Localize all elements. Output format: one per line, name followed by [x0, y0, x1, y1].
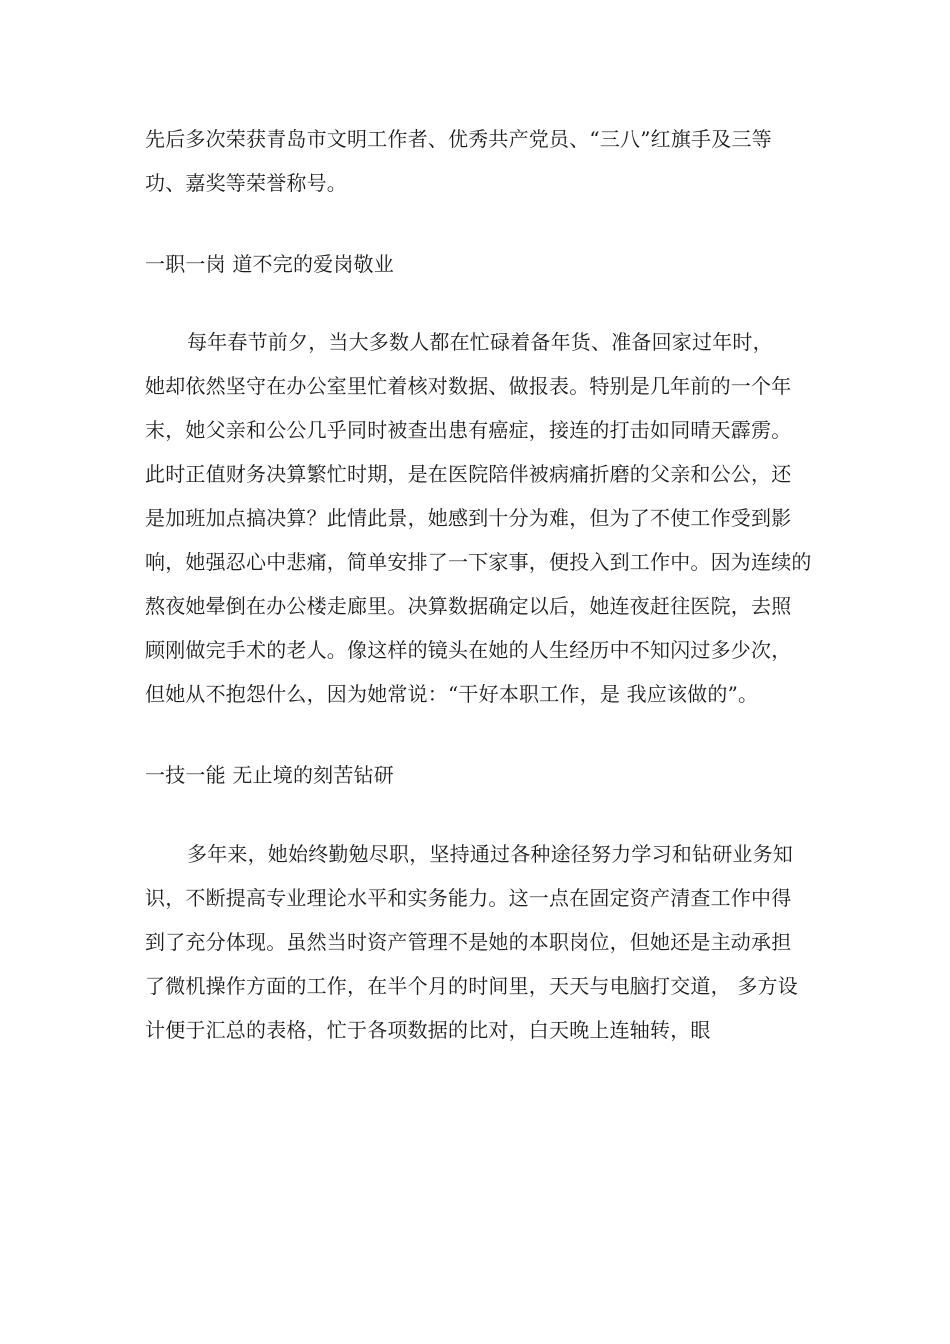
paragraph-line: 多年来，她始终勤勉尽职，坚持通过各种途径努力学习和钻研业务知: [187, 842, 793, 866]
paragraph-line: 了微机操作方面的工作，在半个月的时间里，天天与电脑打交道， 多方设: [145, 974, 798, 998]
paragraph-line: 熬夜她晕倒在办公楼走廊里。决算数据确定以后，她连夜赶往医院，去照: [145, 594, 792, 618]
paragraph-line: 识，不断提高专业理论水平和实务能力。这一点在固定资产清查工作中得: [145, 886, 792, 910]
paragraph-line: 到了充分体现。虽然当时资产管理不是她的本职岗位，但她还是主动承担: [145, 930, 792, 954]
section-heading-study: 一技一能 无止境的刻苦钻研: [145, 763, 394, 787]
paragraph-line: 是加班加点搞决算？此情此景，她感到十分为难，但为了不使工作受到影: [145, 506, 792, 530]
intro-line-2: 功、嘉奖等荣誉称号。: [145, 171, 347, 195]
paragraph-line: 计便于汇总的表格，忙于各项数据的比对，白天晚上连轴转，眼: [145, 1018, 711, 1042]
intro-line-1: 先后多次荣获青岛市文明工作者、优秀共产党员、“三八”红旗手及三等: [145, 127, 772, 151]
paragraph-line: 此时正值财务决算繁忙时期，是在医院陪伴被病痛折磨的父亲和公公，还: [145, 462, 792, 486]
paragraph-line: 顾刚做完手术的老人。像这样的镜头在她的人生经历中不知闪过多少次，: [145, 638, 792, 662]
section-heading-dedication: 一职一岗 道不完的爱岗敬业: [145, 252, 394, 276]
paragraph-line: 末，她父亲和公公几乎同时被查出患有癌症，接连的打击如同晴天霹雳。: [145, 418, 792, 442]
paragraph-line: 每年春节前夕，当大多数人都在忙碌着备年货、准备回家过年时，: [187, 330, 773, 354]
paragraph-line: 响，她强忍心中悲痛，简单安排了一下家事，便投入到工作中。因为连续的: [145, 550, 812, 574]
paragraph-line: 但她从不抱怨什么，因为她常说：“干好本职工作，是 我应该做的”。: [145, 682, 759, 706]
paragraph-line: 她却依然坚守在办公室里忙着核对数据、做报表。特别是几年前的一个年: [145, 374, 792, 398]
